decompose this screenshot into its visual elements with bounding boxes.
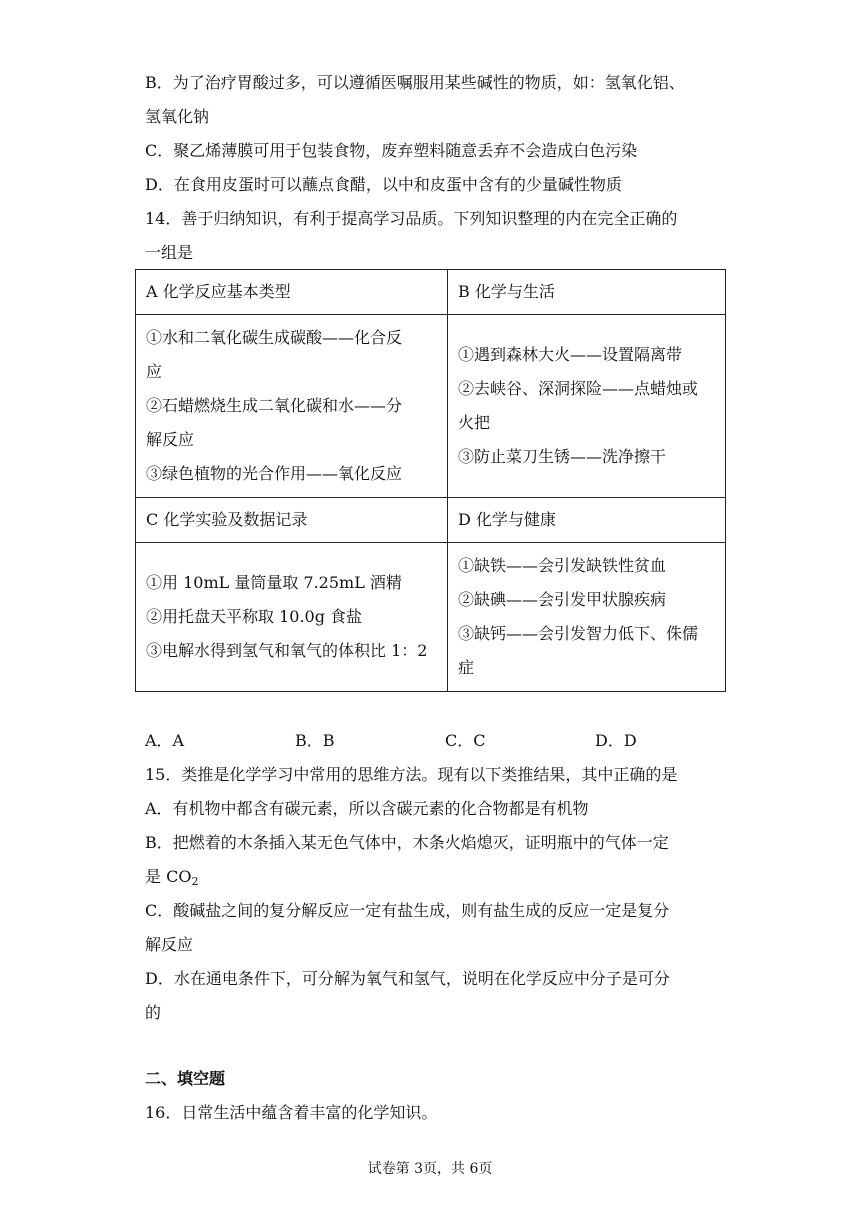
b-item-line: 火把 — [458, 413, 491, 432]
a-item-line: 解反应 — [146, 430, 195, 449]
choice-c[interactable]: C．C — [445, 731, 486, 750]
table-cell-a — [136, 315, 448, 498]
q16-stem: 16．日常生活中蕴含着丰富的化学知识。 — [145, 1103, 438, 1122]
q15-option-c-line2: 解反应 — [145, 935, 194, 954]
c-item-line: ②用托盘天平称取 10.0g 食盐 — [146, 607, 363, 626]
q15-option-c-line1: C．酸碱盐之间的复分解反应一定有盐生成，则有盐生成的反应一定是复分 — [145, 901, 670, 920]
q14-knowledge-table — [135, 269, 726, 692]
d-item-line: ②缺碘——会引发甲状腺疾病 — [458, 590, 667, 609]
q15-option-d-line1: D．水在通电条件下，可分解为氧气和氢气，说明在化学反应中分子是可分 — [145, 969, 670, 988]
table-head-c: C 化学实验及数据记录 — [136, 498, 448, 543]
choice-d[interactable]: D．D — [595, 731, 637, 750]
choice-b[interactable]: B．B — [295, 731, 335, 750]
q13-option-d: D．在食用皮蛋时可以蘸点食醋，以中和皮蛋中含有的少量碱性物质 — [145, 175, 622, 194]
q15-option-a: A．有机物中都含有碳元素，所以含碳元素的化合物都是有机物 — [145, 799, 589, 818]
c-item-line: ①用 10mL 量筒量取 7.25mL 酒精 — [146, 573, 402, 592]
q13-option-b-line1: B．为了治疗胃酸过多，可以遵循医嘱服用某些碱性的物质，如：氢氧化铝、 — [145, 73, 685, 92]
q13-option-c: C．聚乙烯薄膜可用于包装食物，废弃塑料随意丢弃不会造成白色污染 — [145, 141, 638, 160]
b-item-line: ①遇到森林大火——设置隔离带 — [458, 345, 683, 364]
q14-stem-line1: 14．善于归纳知识，有利于提高学习品质。下列知识整理的内在完全正确的 — [145, 209, 678, 228]
a-item-line: 应 — [146, 362, 163, 381]
table-head-a: A 化学反应基本类型 — [136, 270, 448, 315]
c-item-line: ③电解水得到氢气和氧气的体积比 1：2 — [146, 641, 428, 660]
q14-stem-line2: 一组是 — [145, 243, 194, 262]
d-item-line: ③缺钙——会引发智力低下、侏儒 — [458, 624, 699, 643]
table-cell-b — [448, 315, 726, 498]
co2-prefix: 是 CO — [145, 867, 192, 886]
a-item-line: ①水和二氧化碳生成碳酸——化合反 — [146, 328, 403, 347]
q15-stem: 15．类推是化学学习中常用的思维方法。现有以下类推结果，其中正确的是 — [145, 765, 678, 784]
d-item-line: 症 — [458, 658, 475, 677]
q15-option-d-line2: 的 — [145, 1003, 162, 1022]
table-head-d: D 化学与健康 — [448, 498, 726, 543]
choice-a[interactable]: A．A — [145, 731, 185, 750]
table-cell-d — [448, 543, 726, 692]
a-item-line: ③绿色植物的光合作用——氧化反应 — [146, 464, 403, 483]
q15-option-b-line1: B．把燃着的木条插入某无色气体中，木条火焰熄灭，证明瓶中的气体一定 — [145, 833, 669, 852]
q13-option-b-line2: 氢氧化钠 — [145, 107, 210, 126]
section-title-fill-in: 二、填空题 — [145, 1069, 226, 1088]
table-head-b: B 化学与生活 — [448, 270, 726, 315]
table-cell-c — [136, 543, 448, 692]
b-item-line: ③防止菜刀生锈——洗净擦干 — [458, 447, 667, 466]
b-item-line: ②去峡谷、深洞探险——点蜡烛或 — [458, 379, 699, 398]
co2-subscript: 2 — [191, 875, 199, 888]
page-footer: 试卷第 3页，共 6页 — [367, 1161, 493, 1177]
d-item-line: ①缺铁——会引发缺铁性贫血 — [458, 556, 667, 575]
q15-option-b-line2 — [145, 866, 198, 888]
a-item-line: ②石蜡燃烧生成二氧化碳和水——分 — [146, 396, 403, 415]
